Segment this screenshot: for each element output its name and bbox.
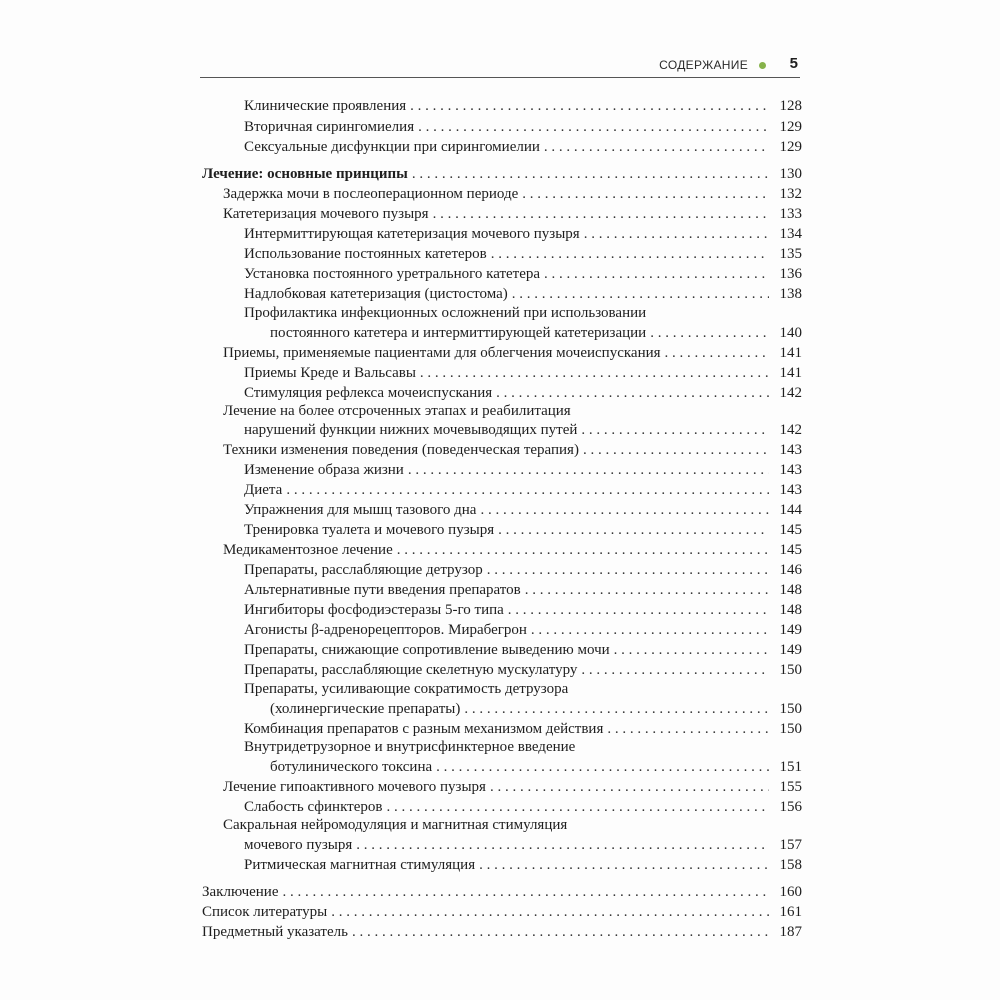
toc-entry-title: Лечение: основные принципы: [202, 166, 408, 182]
toc-entry-page: 155: [779, 779, 802, 795]
dot-leader: [414, 117, 769, 137]
toc-entry-title: Изменение образа жизни: [244, 462, 404, 478]
toc-entry-title: Установка постоянного уретрального катетера: [244, 266, 541, 282]
toc-entry-page: 142: [779, 422, 802, 438]
dot-leader: [518, 184, 769, 204]
toc-entry-title: Диета: [244, 482, 283, 498]
toc-entry-page: 157: [779, 837, 802, 853]
dot-leader: [577, 660, 769, 680]
toc-entry: [0, 440, 1000, 460]
toc-entry: [0, 777, 1000, 797]
toc-entry-page: 143: [779, 462, 802, 478]
toc-entry-page: 145: [779, 542, 802, 558]
toc-entry-title: Использование постоянных катетеров: [244, 246, 487, 262]
dot-leader: [408, 164, 769, 184]
toc-entry-title: Препараты, расслабляющие скелетную мускулатуру: [244, 662, 578, 678]
toc-entry-page: 132: [779, 186, 802, 202]
toc-entry-title: Комбинация препаратов с разным механизмом действия: [244, 721, 604, 737]
dot-leader: [580, 224, 769, 244]
toc-entry-page: 130: [779, 166, 802, 182]
toc-entry-title: Тренировка туалета и мочевого пузыря: [244, 522, 495, 538]
toc-entry: [0, 855, 1000, 875]
toc-entry: [0, 520, 1000, 540]
toc-entry: [0, 264, 1000, 284]
dot-leader: [504, 600, 769, 620]
dot-leader: [494, 520, 769, 540]
toc-entry-page: 146: [779, 562, 802, 578]
toc-entry-title: Приемы Креде и Вальсавы: [244, 365, 416, 381]
toc-entry: [0, 797, 1000, 817]
toc-entry-title: Препараты, усиливающие сократимость детрузора: [244, 681, 569, 697]
toc-entry-title: Заключение: [202, 884, 279, 900]
toc-entry-page: 150: [779, 701, 802, 717]
toc-entry-title: Надлобковая катетеризация (цистостома): [244, 286, 508, 302]
toc-entry-title: Лечение гипоактивного мочевого пузыря: [223, 779, 486, 795]
toc-entry-page: 187: [779, 924, 802, 940]
dot-leader: [610, 640, 769, 660]
toc-entry-page: 141: [779, 345, 802, 361]
toc-entry-page: 144: [779, 502, 802, 518]
dot-leader: [577, 420, 769, 440]
toc-entry: [0, 137, 1000, 157]
toc-entry: [0, 719, 1000, 739]
toc-entry-page: 145: [779, 522, 802, 538]
toc-entry-title-continued: нарушений функции нижних мочевыводящих путей: [244, 422, 578, 438]
toc-entry-title: Медикаментозное лечение: [223, 542, 393, 558]
toc-entry-page: 143: [779, 442, 802, 458]
toc-entry-page: 143: [779, 482, 802, 498]
dot-leader: [393, 540, 769, 560]
toc-entry-page: 134: [779, 226, 802, 242]
dot-leader: [521, 580, 769, 600]
toc-entry-title: Список литературы: [202, 904, 328, 920]
toc-entry-title: Препараты, снижающие сопротивление выведению мочи: [244, 642, 610, 658]
toc-entry-title: Ингибиторы фосфодиэстеразы 5-го типа: [244, 602, 504, 618]
toc-entry: [0, 363, 1000, 383]
dot-leader: [540, 137, 769, 157]
toc-entry-page: 150: [779, 721, 802, 737]
toc-entry: [0, 480, 1000, 500]
toc-entry-page: 136: [779, 266, 802, 282]
toc-entry-title: Сакральная нейромодуляция и магнитная стимуляция: [223, 817, 568, 833]
toc-entry-title: Катетеризация мочевого пузыря: [223, 206, 429, 222]
toc-entry-title-continued: (холинергические препараты): [270, 701, 461, 717]
toc-entry: [0, 540, 1000, 560]
dot-leader: [603, 719, 769, 739]
toc-entry-page: 138: [779, 286, 802, 302]
toc-entry-title-continued: ботулинического токсина: [270, 759, 433, 775]
dot-leader: [476, 500, 769, 520]
toc-entry-title: Лечение на более отсроченных этапах и реабилитация: [223, 403, 571, 419]
toc-entry-page: 133: [779, 206, 802, 222]
dot-leader: [646, 323, 769, 343]
dot-leader: [492, 383, 769, 403]
dot-leader: [661, 343, 769, 363]
toc-entry: [0, 323, 1000, 343]
toc-entry-page: 141: [779, 365, 802, 381]
dot-leader: [486, 777, 769, 797]
toc-entry: [0, 117, 1000, 137]
toc-entry: [0, 244, 1000, 264]
dot-leader: [327, 902, 769, 922]
dot-leader: [429, 204, 769, 224]
toc-entry-page: 151: [779, 759, 802, 775]
dot-leader: [416, 363, 769, 383]
toc-entry: [0, 757, 1000, 777]
toc-entry: [0, 699, 1000, 719]
dot-leader: [406, 96, 769, 116]
dot-leader: [540, 264, 769, 284]
running-head-title: СОДЕРЖАНИЕ: [659, 58, 748, 72]
toc-entry: [0, 460, 1000, 480]
dot-leader: [352, 835, 769, 855]
toc-entry: [0, 835, 1000, 855]
toc-entry-page: 148: [779, 582, 802, 598]
toc-entry: [0, 224, 1000, 244]
toc-entry-title: Клинические проявления: [244, 98, 407, 114]
toc-entry-page: 135: [779, 246, 802, 262]
dot-leader: [508, 284, 769, 304]
toc-section-heading: [0, 164, 1000, 184]
toc-entry: [0, 600, 1000, 620]
toc-entry-page: 149: [779, 622, 802, 638]
dot-leader: [279, 882, 770, 902]
toc-entry: [0, 96, 1000, 116]
toc-entry: [0, 383, 1000, 403]
toc-entry-title: Профилактика инфекционных осложнений при использовании: [244, 305, 647, 321]
toc-entry-title: Альтернативные пути введения препаратов: [244, 582, 521, 598]
toc-entry-page: 158: [779, 857, 802, 873]
dot-leader: [487, 244, 769, 264]
dot-leader: [475, 855, 769, 875]
toc-entry: [0, 660, 1000, 680]
dot-leader: [382, 797, 769, 817]
page-number: 5: [789, 55, 798, 72]
toc-entry: [0, 184, 1000, 204]
toc-entry-page: 128: [779, 98, 802, 114]
toc-entry-page: 140: [779, 325, 802, 341]
toc-entry: [0, 204, 1000, 224]
toc-entry: [0, 620, 1000, 640]
dot-leader: [579, 440, 769, 460]
toc-entry-page: 160: [779, 884, 802, 900]
toc-entry-title: Интермиттирующая катетеризация мочевого пузыря: [244, 226, 580, 242]
toc-entry-title-continued: мочевого пузыря: [244, 837, 353, 853]
toc-entry-page: 150: [779, 662, 802, 678]
toc-entry-page: 161: [779, 904, 802, 920]
toc-entry-title: Предметный указатель: [202, 924, 348, 940]
toc-entry-title: Препараты, расслабляющие детрузор: [244, 562, 483, 578]
toc-entry: [0, 343, 1000, 363]
toc-entry-title: Техники изменения поведения (поведенческая терапия): [223, 442, 579, 458]
toc-entry-page: 149: [779, 642, 802, 658]
toc-entry-title: Внутридетрузорное и внутрисфинктерное введение: [244, 739, 576, 755]
toc-entry-title: Ритмическая магнитная стимуляция: [244, 857, 476, 873]
toc-entry-title: Агонисты β-адренорецепторов. Мирабегрон: [244, 622, 527, 638]
toc-entry-page: 148: [779, 602, 802, 618]
toc-entry-title: Сексуальные дисфункции при сирингомиелии: [244, 139, 540, 155]
dot-leader: [404, 460, 769, 480]
toc-entry-title-continued: постоянного катетера и интермиттирующей катетеризации: [270, 325, 647, 341]
dot-leader: [282, 480, 769, 500]
toc-entry-page: 129: [779, 139, 802, 155]
toc-entry: [0, 420, 1000, 440]
toc-entry: [0, 560, 1000, 580]
toc-entry-page: 129: [779, 119, 802, 135]
toc-entry-page: 156: [779, 799, 802, 815]
dot-leader: [460, 699, 769, 719]
toc-entry-title: Приемы, применяемые пациентами для облегчения мочеиспускания: [223, 345, 661, 361]
toc-entry: [0, 284, 1000, 304]
toc-entry-page: 142: [779, 385, 802, 401]
dot-leader: [527, 620, 769, 640]
toc-entry: [0, 902, 1000, 922]
toc-entry-title: Стимуляция рефлекса мочеиспускания: [244, 385, 493, 401]
toc-entry: [0, 922, 1000, 942]
toc-entry: [0, 882, 1000, 902]
toc-entry-title: Вторичная сирингомиелия: [244, 119, 415, 135]
toc-entry-title: Упражнения для мышц тазового дна: [244, 502, 477, 518]
dot-leader: [483, 560, 769, 580]
toc-entry: [0, 640, 1000, 660]
toc-entry: [0, 580, 1000, 600]
toc-entry-title: Слабость сфинктеров: [244, 799, 383, 815]
dot-leader: [432, 757, 769, 777]
dot-leader: [348, 922, 769, 942]
toc-entry: [0, 500, 1000, 520]
toc-entry-title: Задержка мочи в послеоперационном периоде: [223, 186, 519, 202]
